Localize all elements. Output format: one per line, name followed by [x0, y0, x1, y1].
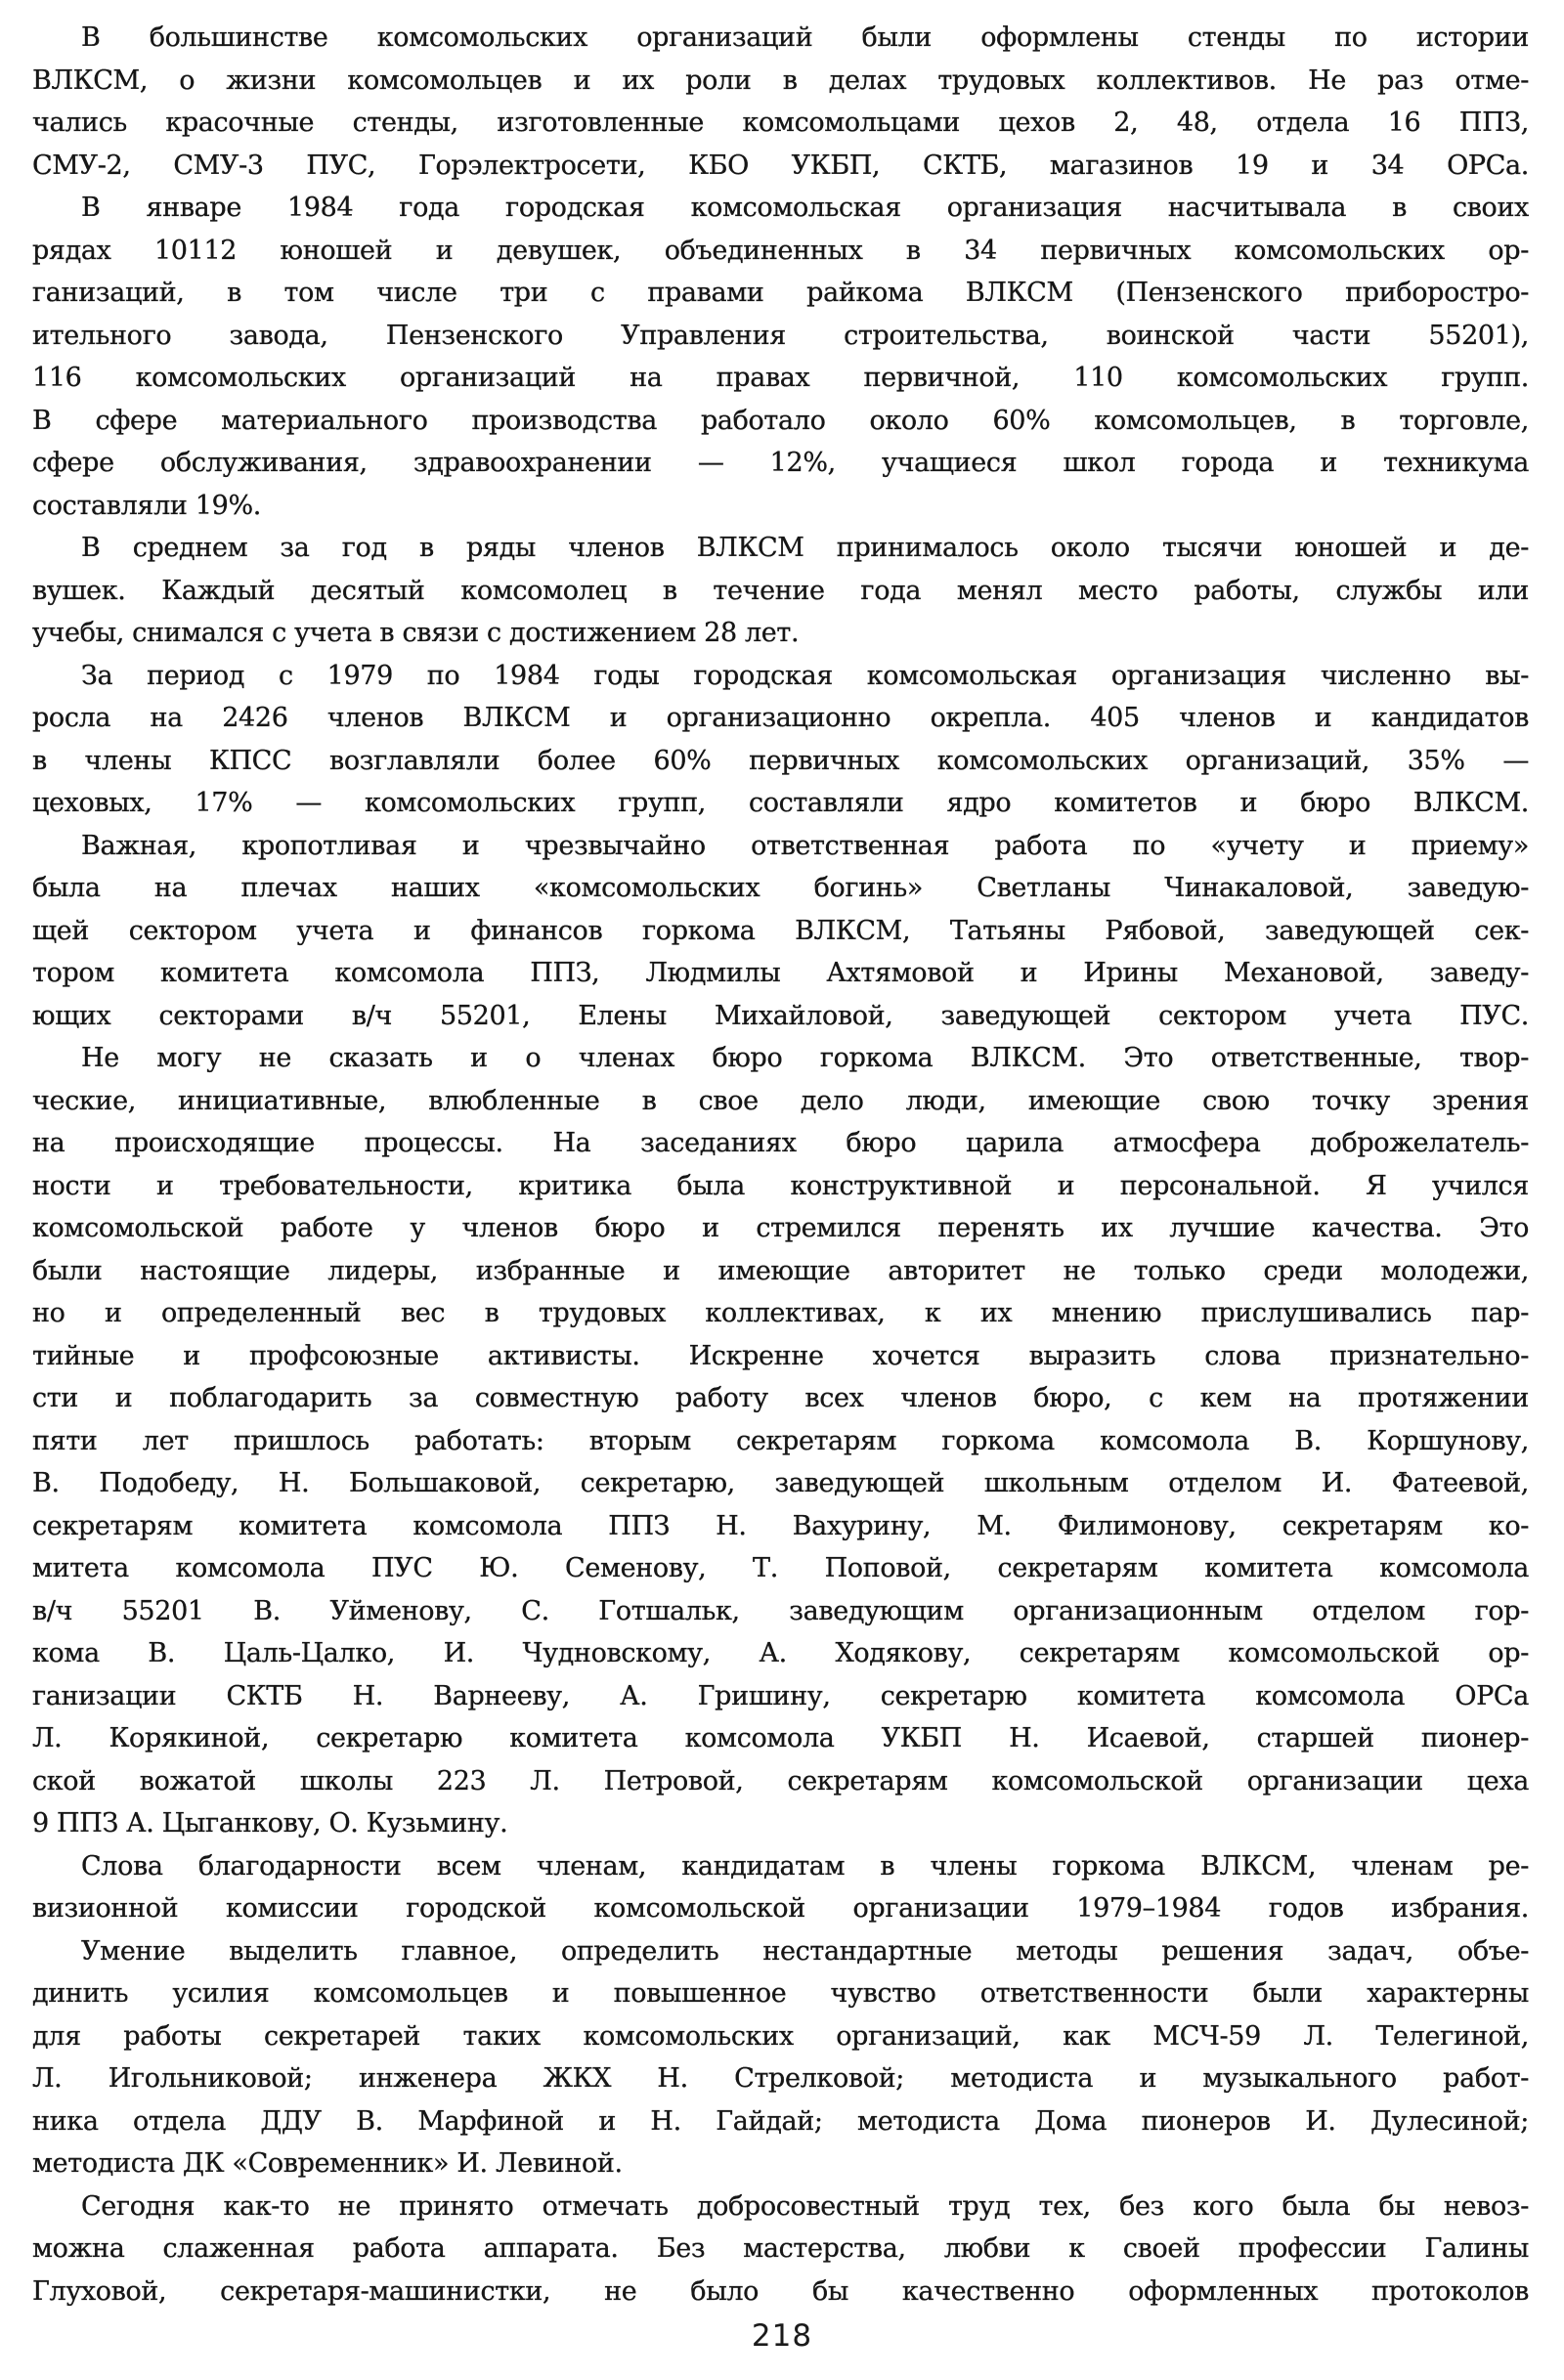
- text-line: можна слаженная работа аппарата. Без мастерства, любви к своей профессии Галины: [32, 2233, 1529, 2264]
- text-line: вушек. Каждый десятый комсомолец в течение года менял место работы, службы или: [32, 575, 1529, 606]
- text-line: 9 ППЗ А. Цыганкову, О. Кузьмину.: [32, 1808, 508, 1839]
- text-line: рядах 10112 юношей и девушек, объединенных в 34 первичных комсомольских ор-: [32, 235, 1529, 266]
- text-line: ВЛКСМ, о жизни комсомольцев и их роли в делах трудовых коллективов. Не раз отме-: [32, 65, 1529, 96]
- text-line: на происходящие процессы. На заседаниях бюро царила атмосфера доброжелатель-: [32, 1128, 1529, 1158]
- text-line: сти и поблагодарить за совместную работу всех членов бюро, с кем на протяжении: [32, 1383, 1529, 1413]
- text-line: визионной комиссии городской комсомольской организации 1979–1984 годов избрания.: [32, 1893, 1529, 1924]
- text-line: В большинстве комсомольских организаций были оформлены стенды по истории: [81, 22, 1529, 53]
- text-line: ника отдела ДДУ В. Марфиной и Н. Гайдай; методиста Дома пионеров И. Дулесиной;: [32, 2105, 1529, 2137]
- text-line: 116 комсомольских организаций на правах первичной, 110 комсомольских групп.: [32, 363, 1529, 393]
- text-block: [32, 17, 1529, 2313]
- text-line: тором комитета комсомола ППЗ, Людмилы Ахтямовой и Ирины Механовой, заведу-: [32, 958, 1529, 988]
- text-line: сфере обслуживания, здравоохранении — 12%, учащиеся школ города и техникума: [32, 448, 1529, 478]
- paragraph: [32, 1037, 1529, 1845]
- text-line: была на плечах наших «комсомольских богинь» Светланы Чинакаловой, заведую-: [32, 873, 1529, 903]
- paragraph: [32, 527, 1529, 655]
- text-line: но и определенный вес в трудовых коллективах, к их мнению прислушивались пар-: [32, 1298, 1529, 1328]
- text-line: цеховых, 17% — комсомольских групп, составляли ядро комитетов и бюро ВЛКСМ.: [32, 788, 1529, 818]
- text-line: для работы секретарей таких комсомольских организаций, как МСЧ-59 Л. Телегиной,: [32, 2020, 1529, 2052]
- text-line: ской вожатой школы 223 Л. Петровой, секретарям комсомольской организации цеха: [32, 1765, 1529, 1796]
- text-line: Сегодня как-то не принято отмечать добросовестный труд тех, без кого была бы невоз-: [81, 2190, 1529, 2222]
- text-line: динить усилия комсомольцев и повышенное чувство ответственности были характерны: [32, 1978, 1529, 2009]
- text-line: ческие, инициативные, влюбленные в свое дело люди, имеющие свою точку зрения: [32, 1085, 1529, 1116]
- paragraph: [32, 187, 1529, 527]
- text-line: методиста ДК «Современник» И. Левиной.: [32, 2148, 623, 2179]
- text-line: Л. Игольниковой; инженера ЖКХ Н. Стрелковой; методиста и музыкального работ-: [32, 2063, 1529, 2094]
- text-line: пяти лет пришлось работать: вторым секретарям горкома комсомола В. Коршунову,: [32, 1425, 1529, 1456]
- text-line: росла на 2426 членов ВЛКСМ и организационно окрепла. 405 членов и кандидатов: [32, 703, 1529, 733]
- text-line: чались красочные стенды, изготовленные комсомольцами цехов 2, 48, отдела 16 ППЗ,: [32, 108, 1529, 138]
- text-line: учебы, снимался с учета в связи с достижением 28 лет.: [32, 618, 800, 648]
- text-line: митета комсомола ПУС Ю. Семенову, Т. Поповой, секретарям комитета комсомола: [32, 1553, 1529, 1583]
- text-line: СМУ-2, СМУ-3 ПУС, Горэлектросети, КБО УКБП, СКТБ, магазинов 19 и 34 ОРСа.: [32, 150, 1529, 181]
- text-line: Слова благодарности всем членам, кандидатам в члены горкома ВЛКСМ, членам ре-: [81, 1850, 1529, 1882]
- text-line: Важная, кропотливая и чрезвычайно ответственная работа по «учету и приему»: [81, 830, 1529, 861]
- text-line: комсомольской работе у членов бюро и стремился перенять их лучшие качества. Это: [32, 1213, 1529, 1243]
- paragraph: [32, 825, 1529, 1038]
- text-line: ющих секторами в/ч 55201, Елены Михайловой, заведующей сектором учета ПУС.: [32, 1000, 1529, 1031]
- paragraph: [32, 2185, 1529, 2314]
- text-line: кома В. Цаль-Цалко, И. Чудновскому, А. Ходякову, секретарям комсомольской ор-: [32, 1638, 1529, 1668]
- text-line: Л. Корякиной, секретарю комитета комсомола УКБП Н. Исаевой, старшей пионер-: [32, 1723, 1529, 1753]
- text-line: в члены КПСС возглавляли более 60% первичных комсомольских организаций, 35% —: [32, 745, 1529, 776]
- text-line: составляли 19%.: [32, 490, 261, 521]
- text-line: В. Подобеду, Н. Большаковой, секретарю, заведующей школьным отделом И. Фатеевой,: [32, 1468, 1529, 1498]
- text-line: ганизаций, в том числе три с правами райкома ВЛКСМ (Пензенского приборостро-: [32, 278, 1529, 308]
- text-line: В среднем за год в ряды членов ВЛКСМ принималось около тысячи юношей и де-: [81, 533, 1529, 563]
- text-line: ности и требовательности, критика была конструктивной и персональной. Я учился: [32, 1170, 1529, 1201]
- paragraph: [32, 1930, 1529, 2185]
- text-line: были настоящие лидеры, избранные и имеющие авторитет не только среди молодежи,: [32, 1255, 1529, 1286]
- text-line: В январе 1984 года городская комсомольская организация насчитывала в своих: [81, 193, 1529, 223]
- text-line: щей сектором учета и финансов горкома ВЛКСМ, Татьяны Рябовой, заведующей сек-: [32, 915, 1529, 946]
- paragraph: [32, 17, 1529, 187]
- text-line: тийные и профсоюзные активисты. Искренне хочется выразить слова признательно-: [32, 1340, 1529, 1371]
- paragraph: [32, 655, 1529, 825]
- text-line: ительного завода, Пензенского Управления строительства, воинской части 55201),: [32, 320, 1529, 351]
- text-line: Не могу не сказать и о членах бюро горкома ВЛКСМ. Это ответственные, твор-: [81, 1043, 1529, 1073]
- text-line: За период с 1979 по 1984 годы городская комсомольская организация численно вы-: [81, 660, 1529, 691]
- text-line: В сфере материального производства работало около 60% комсомольцев, в торговле,: [32, 405, 1529, 436]
- paragraph: [32, 1845, 1529, 1930]
- text-line: Умение выделить главное, определить нестандартные методы решения задач, объе-: [81, 1935, 1529, 1967]
- text-line: в/ч 55201 В. Уйменову, С. Готшальк, заведующим организационным отделом гор-: [32, 1595, 1529, 1626]
- page-number: 218: [751, 2318, 813, 2354]
- text-line: ганизации СКТБ Н. Варнееву, А. Гришину, секретарю комитета комсомола ОРСа: [32, 1680, 1529, 1711]
- text-line: Глуховой, секретаря-машинистки, не было бы качественно оформленных протоколов: [32, 2275, 1529, 2307]
- text-line: секретарям комитета комсомола ППЗ Н. Вахурину, М. Филимонову, секретарям ко-: [32, 1510, 1529, 1541]
